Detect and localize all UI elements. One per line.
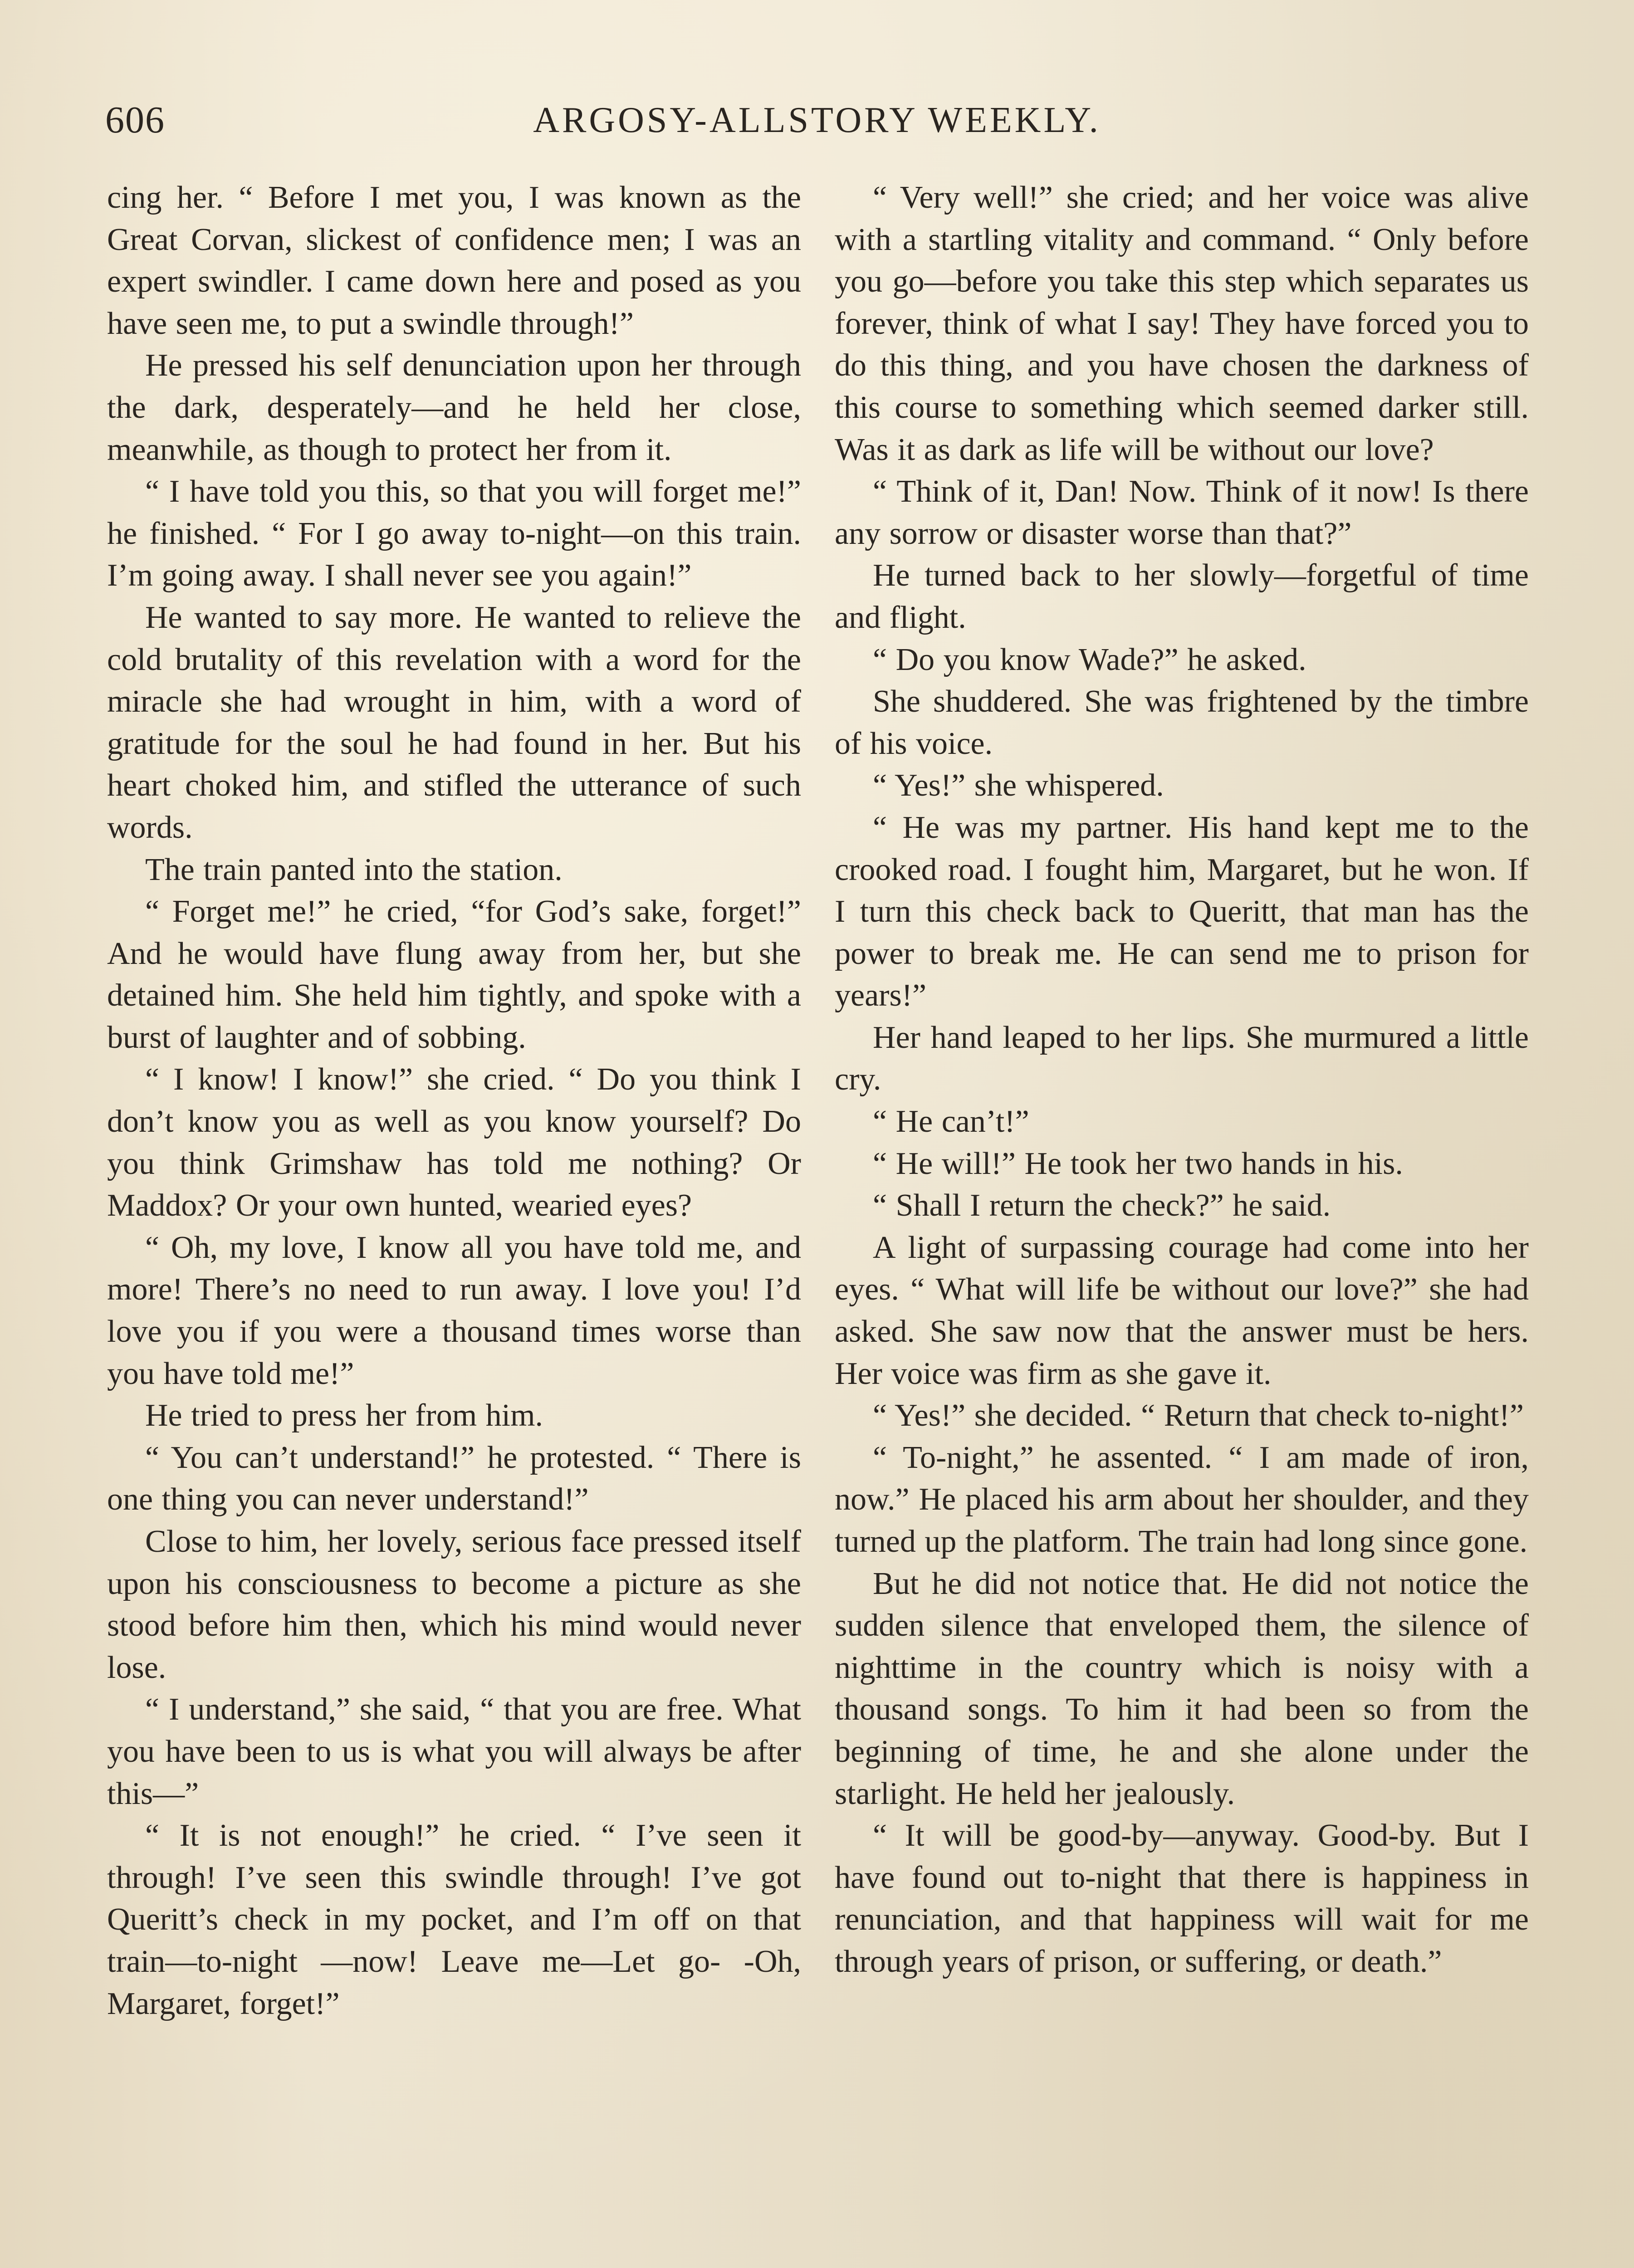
paragraph: “ Shall I return the check?” he said.	[873, 1188, 1331, 1223]
paragraph: “ He can’t!”	[873, 1104, 1029, 1139]
right-column	[835, 177, 1529, 1983]
paragraph: “ I understand,” she said, “ that you are free. What you have been to us is what you will always be after this—”	[107, 1692, 801, 1811]
paragraph: He turned back to her slowly—forgetful of time and flight.	[835, 558, 1529, 635]
page-header	[105, 91, 1529, 150]
paragraph: Close to him, her lovely, serious face pressed itself upon his consciousness to become a picture as she stood before him then, which his mind would never lose.	[107, 1524, 801, 1685]
paragraph: “ Yes!” she decided. “ Return that check to-night!”	[873, 1398, 1524, 1433]
left-column	[107, 177, 801, 2025]
paragraph: “ Do you know Wade?” he asked.	[873, 642, 1306, 677]
paragraph: “ He was my partner. His hand kept me to the crooked road. I fought him, Margaret, but he won. If I turn this check back to Queritt, that man has the power to break me. He can send me to prison for years!”	[835, 810, 1529, 1013]
paragraph: “ You can’t understand!” he protested. “ There is one thing you can never understand!”	[107, 1440, 801, 1517]
paragraph: “ Very well!” she cried; and her voice was alive with a startling vitality and command. “ Only before you go—before you take this step which separates us forever, think of what I say! They have forced you to do this thing, and you have chosen the darkness of this course to something which seemed darker still. Was it as dark as life will be without our love?	[835, 180, 1529, 467]
paragraph: “ Forget me!” he cried, “for God’s sake, forget!” And he would have flung away from her, but she detained him. She held him tightly, and spoke with a burst of laughter and of sobbing.	[107, 894, 801, 1055]
paragraph: “ Think of it, Dan! Now. Think of it now! Is there any sorrow or disaster worse than that?”	[835, 474, 1529, 551]
paragraph: The train panted into the station.	[145, 852, 563, 887]
paragraph: She shuddered. She was frightened by the timbre of his voice.	[835, 684, 1529, 761]
paragraph: Her hand leaped to her lips. She murmured a little cry.	[835, 1020, 1529, 1097]
paragraph: But he did not notice that. He did not notice the sudden silence that enveloped them, the silence of nighttime in the country which is noisy with a thousand songs. To him it had been so from the beginning of time, he and she alone under the starlight. He held her jealously.	[835, 1566, 1529, 1811]
paragraph: “ He will!” He took her two hands in his.	[873, 1146, 1403, 1181]
paragraph: He tried to press her from him.	[145, 1398, 543, 1433]
paragraph: “ I have told you this, so that you will forget me!” he finished. “ For I go away to-night—on this train. I’m going away. I shall never see you again!”	[107, 474, 801, 593]
paragraph: cing her. “ Before I met you, I was known as the Great Corvan, slickest of confidence men; I was an expert swindler. I came down here and posed as you have seen me, to put a swindle through!”	[107, 180, 801, 341]
paragraph: “ Yes!” she whispered.	[873, 768, 1164, 803]
page-number: 606	[105, 99, 165, 141]
running-title: ARGOSY-ALLSTORY WEEKLY.	[533, 100, 1101, 140]
paragraph: “ Oh, my love, I know all you have told me, and more! There’s no need to run away. I love you! I’d love you if you were a thousand times worse than you have told me!”	[107, 1230, 801, 1391]
paragraph: A light of surpassing courage had come into her eyes. “ What will life be without our love?” she had asked. She saw now that the answer must be hers. Her voice was firm as she gave it.	[835, 1230, 1529, 1391]
paragraph: He wanted to say more. He wanted to relieve the cold brutality of this revelation with a word for the miracle she had wrought in him, with a word of gratitude for the soul he had found in her. But his heart choked him, and stifled the utterance of such words.	[107, 600, 801, 845]
paragraph: “ It is not enough!” he cried. “ I’ve seen it through! I’ve seen this swindle through! I’ve got Queritt’s check in my pocket, and I’m off on that train—to-night —now! Leave me—Let go- -Oh, Margaret, forget!”	[107, 1818, 801, 2021]
paragraph: He pressed his self denunciation upon her through the dark, desperately—and he held her close, meanwhile, as though to protect her from it.	[107, 348, 801, 467]
paragraph: “ I know! I know!” she cried. “ Do you think I don’t know you as well as you know yourself? Do you think Grimshaw has told me nothing? Or Maddox? Or your own hunted, wearied eyes?	[107, 1062, 801, 1223]
paragraph: “ To-night,” he assented. “ I am made of iron, now.” He placed his arm about her shoulder, and they turned up the platform. The train had long since gone.	[835, 1440, 1529, 1559]
paragraph: “ It will be good-by—anyway. Good-by. But I have found out to-night that there is happiness in renunciation, and that happiness will wait for me through years of prison, or suffering, or death.”	[835, 1818, 1529, 1979]
